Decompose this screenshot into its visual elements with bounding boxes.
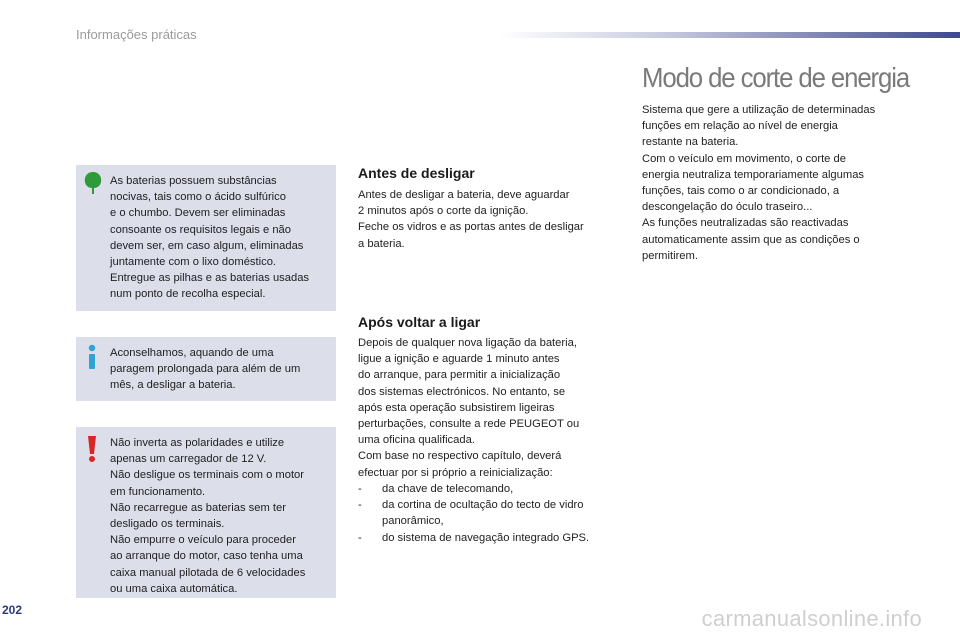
exclamation-icon	[85, 435, 99, 463]
page-number: 202	[2, 603, 23, 617]
warning-note-box	[76, 427, 336, 598]
energy-mode-title: Modo de corte de energia	[642, 62, 910, 93]
list-item	[358, 497, 628, 529]
section-title: Informações práticas	[76, 27, 197, 42]
info-icon	[85, 344, 99, 370]
list-item-text: do sistema de navegação integrado GPS.	[382, 531, 590, 544]
environment-note-box	[76, 165, 336, 311]
warning-note-text: Não inverta as polaridades e utilize apenas um carregador de 12 V. Não desligue os terminais com o motor em funcionamento. Não recarregue as baterias sem ter desligado os terminais. Não empurre o veículo para proceder ao arranque do motor, caso tenha uma caixa manual pilotada de 6 velocidades ou uma caixa automática.	[110, 437, 306, 595]
leaf-icon	[82, 171, 104, 195]
reinit-list	[358, 481, 628, 546]
list-item-text: da chave de telecomando,	[382, 483, 514, 495]
environment-note-text: As baterias possuem substâncias nocivas, tais como o ácido sulfúrico e o chumbo. Devem ser eliminadas consoante os requisitos legais e não devem ser, em caso algum, eliminadas juntamente com o lixo doméstico. Entregue as pilhas e as baterias usadas num ponto de recolha especial.	[110, 175, 310, 301]
list-dash: -	[358, 499, 362, 512]
watermark: carmanualsonline.info	[701, 606, 922, 631]
header-gradient-bar	[500, 32, 960, 38]
info-note-box	[76, 337, 336, 401]
list-item	[358, 481, 628, 497]
list-item-text: da cortina de ocultação do tecto de vidro panorâmico,	[382, 499, 584, 528]
after-reconnect-text: Depois de qualquer nova ligação da bateria, ligue a ignição e aguarde 1 minuto antes do arranque, para permitir a inicialização dos sistemas electrónicos. No entanto, se após esta operação subsistirem ligeiras perturbações, consulte a rede PEUGEOT ou uma oficina qualificada. Com base no respectivo capítulo, deverá efectuar por si próprio a reinicialização:	[358, 337, 580, 479]
list-dash: -	[358, 531, 362, 544]
energy-mode-text: Sistema que gere a utilização de determinadas funções em relação ao nível de energia restante na bateria. Com o veículo em movimento, o corte de energia neutraliza temporariamente algumas funções, tais como o ar condicionado, a descongelação do óculo traseiro... As funções neutralizadas são reactivadas automaticamente assim que as condições o permitirem.	[642, 104, 876, 262]
before-disconnect-heading: Antes de desligar	[358, 165, 475, 181]
list-dash: -	[358, 483, 362, 495]
list-item	[358, 530, 628, 546]
after-reconnect-heading: Após voltar a ligar	[358, 314, 481, 330]
info-note-text: Aconselhamos, aquando de uma paragem prolongada para além de um mês, a desligar a bateria.	[110, 347, 301, 392]
before-disconnect-text: Antes de desligar a bateria, deve aguardar 2 minutos após o corte da ignição. Feche os vidros e as portas antes de desligar a bateria.	[358, 189, 584, 250]
